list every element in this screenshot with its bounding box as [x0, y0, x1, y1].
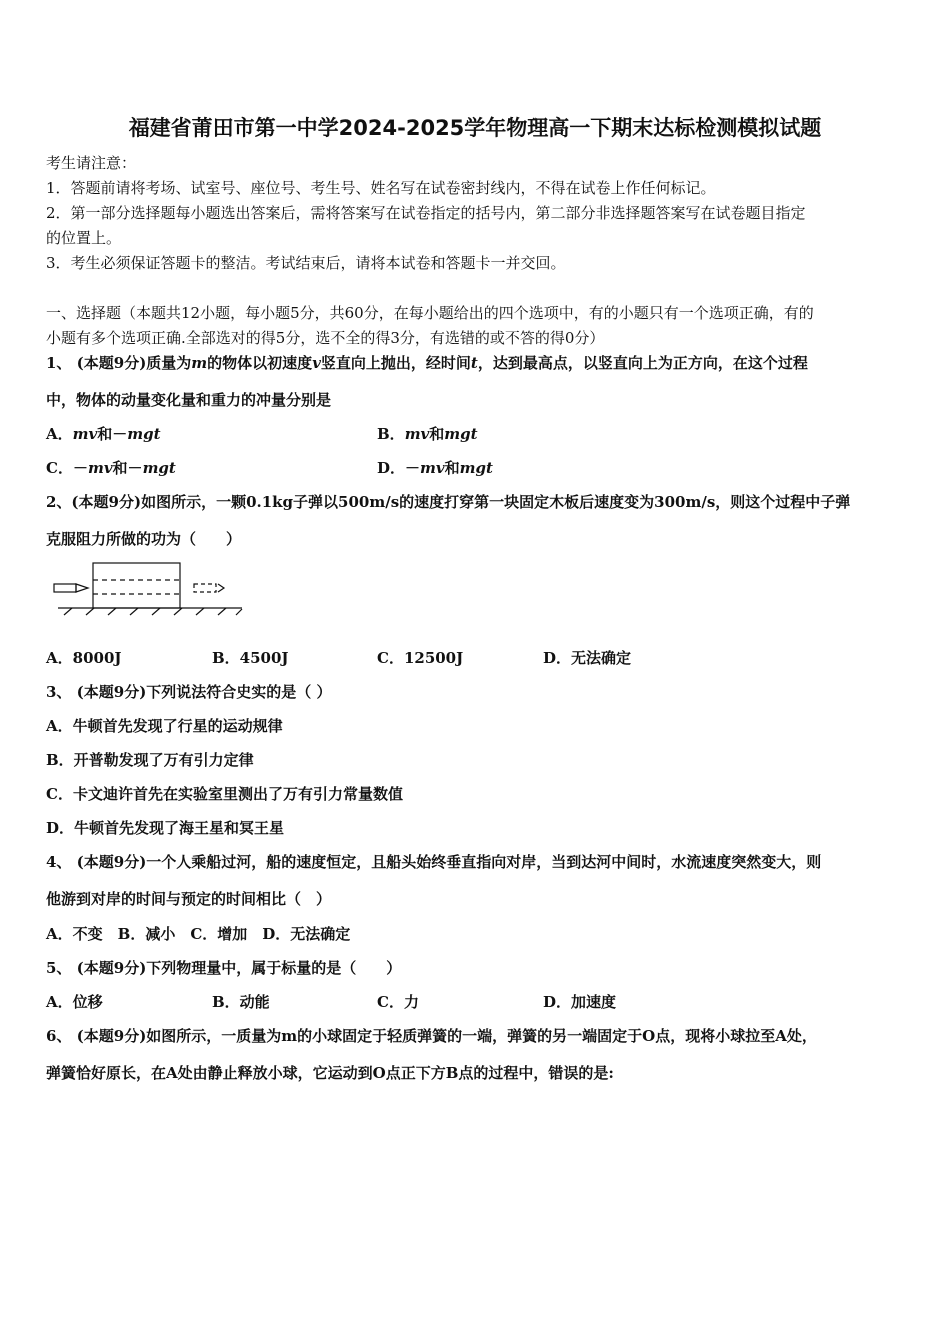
question-4-options: A．不变 B．减小 C．增加 D．无法确定 [46, 925, 351, 943]
question-5-option-d: D．加速度 [543, 993, 617, 1011]
bullet-board-diagram [50, 558, 250, 620]
section-intro: 一、选择题（本题共12小题，每小题5分，共60分，在每小题给出的四个选项中，有的小题只有一个选项正确，有的 [46, 304, 814, 322]
question-3-option-b: B．开普勒发现了万有引力定律 [46, 751, 254, 769]
section-intro: 小题有多个选项正确.全部选对的得5分，选不全的得3分，有选错的或不答的得0分） [46, 329, 605, 347]
wooden-board [93, 563, 180, 608]
question-3-stem: 3、 (本题9分)下列说法符合史实的是（ ） [46, 683, 332, 701]
question-4-stem: 他游到对岸的时间与预定的时间相比（ ） [46, 890, 332, 908]
question-2-stem: 克服阻力所做的功为（ ） [46, 530, 242, 548]
question-5-option-a: A．位移 [46, 993, 103, 1011]
question-5-stem: 5、 (本题9分)下列物理量中，属于标量的是（ ） [46, 959, 402, 977]
notice-item: 3．考生必须保证答题卡的整洁。考试结束后，请将本试卷和答题卡一并交回。 [46, 254, 566, 272]
question-1-stem: 中，物体的动量变化量和重力的冲量分别是 [46, 391, 332, 409]
page-title: 福建省莆田市第一中学2024-2025学年物理高一下期末达标检测模拟试题 [128, 116, 822, 140]
question-1-stem: 1、 (本题9分)质量为m的物体以初速度v竖直向上抛出，经时间t，达到最高点，以竖直向上为正方向，在这个过程 [46, 354, 808, 372]
notice-item: 2．第一部分选择题每小题选出答案后，需将答案写在试卷指定的括号内，第二部分非选择题答案写在试卷题目指定 [46, 204, 806, 222]
exit-bullet-icon [194, 584, 216, 592]
question-2-option-a: A．8000J [46, 649, 122, 667]
question-6-stem: 弹簧恰好原长，在A处由静止释放小球，它运动到O点正下方B点的过程中，错误的是: [46, 1064, 614, 1082]
notice-item: 1．答题前请将考场、试室号、座位号、考生号、姓名写在试卷密封线内，不得在试卷上作任何标记。 [46, 179, 716, 197]
bullet-tip-icon [76, 584, 88, 592]
question-6-stem: 6、 (本题9分)如图所示，一质量为m的小球固定于轻质弹簧的一端，弹簧的另一端固定于O点，现将小球拉至A处， [46, 1027, 817, 1045]
question-4-stem: 4、 (本题9分)一个人乘船过河，船的速度恒定，且船头始终垂直指向对岸，当到达河中间时，水流速度突然变大，则 [46, 853, 822, 871]
question-5-option-c: C．力 [377, 993, 419, 1011]
question-5-option-b: B．动能 [212, 993, 270, 1011]
notice-heading: 考生请注意： [46, 154, 137, 172]
bullet-icon [54, 584, 76, 592]
question-2-stem: 2、(本题9分)如图所示，一颗0.1kg子弹以500m/s的速度打穿第一块固定木板后速度变为300m/s，则这个过程中子弹 [46, 493, 851, 511]
question-3-option-c: C．卡文迪许首先在实验室里测出了万有引力常量数值 [46, 785, 403, 803]
question-1-option-c: C．－mv和－mgt [46, 459, 176, 477]
question-3-option-a: A．牛顿首先发现了行星的运动规律 [46, 717, 283, 735]
question-1-option-d: D．－mv和mgt [377, 459, 493, 477]
question-3-option-d: D．牛顿首先发现了海王星和冥王星 [46, 819, 285, 837]
question-2-option-d: D．无法确定 [543, 649, 632, 667]
question-2-option-b: B．4500J [212, 649, 289, 667]
question-1-option-b: B．mv和mgt [377, 425, 478, 443]
question-2-option-c: C．12500J [377, 649, 464, 667]
notice-item: 的位置上。 [46, 229, 122, 247]
question-1-option-a: A．mv和－mgt [46, 425, 161, 443]
